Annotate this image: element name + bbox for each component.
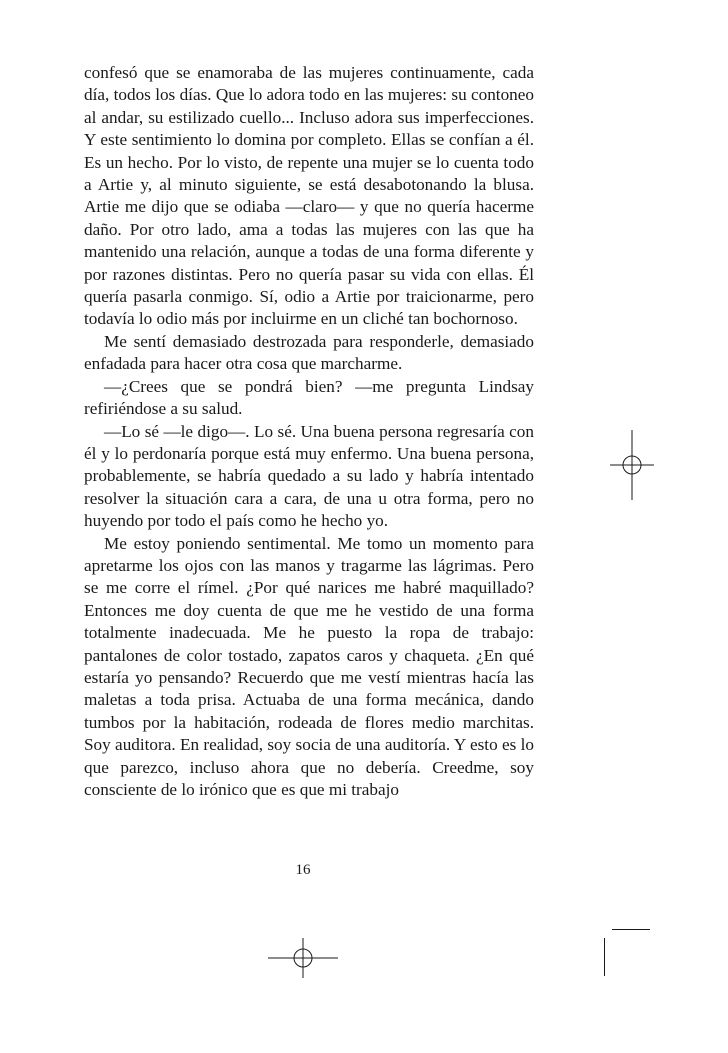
- registration-mark-icon: [610, 430, 654, 500]
- paragraph: confesó que se enamoraba de las mujeres continuamente, cada día, todos los días. Que lo adora todo en las mujeres: su contoneo al andar, su estilizado cuello... Incluso adora sus imperfecciones. Y este sentimiento lo domina por completo. Ellas se confían a él. Es un hecho. Por lo visto, de repente una mujer se lo cuenta todo a Artie y, al minuto siguiente, se está desabotonando la blusa. Artie me dijo que se odiaba —claro— y que no quería hacerme daño. Por otro lado, ama a todas las mujeres con las que ha mantenido una relación, aunque a todas de una forma diferente y por razones distintas. Pero no quería pasar su vida con ellas. Él quería pasarla conmigo. Sí, odio a Artie por traicionarme, pero todavía lo odio más por incluirme en un cliché tan bochornoso.: [84, 63, 534, 329]
- paragraph: —Lo sé —le digo—. Lo sé. Una buena persona regresaría con él y lo perdonaría porque está muy enfermo. Una buena persona, probablemente, se habría quedado a su lado y habría intentado resolver la situación cara a cara, de una u otra forma, pero no huyendo por todo el país como he hecho yo.: [84, 421, 534, 531]
- registration-mark-icon: [268, 938, 338, 978]
- crop-mark-horizontal: [612, 929, 650, 930]
- page-number: 16: [295, 862, 311, 878]
- paragraph: Me sentí demasiado destrozada para responderle, demasiado enfadada para hacer otra cosa que marcharme.: [84, 331, 534, 374]
- paragraph: —¿Crees que se pondrá bien? —me pregunta Lindsay refiriéndose a su salud.: [84, 376, 534, 419]
- paragraph: Me estoy poniendo sentimental. Me tomo un momento para apretarme los ojos con las manos y tragarme las lágrimas. Pero se me corre el rímel. ¿Por qué narices me habré maquillado? Entonces me doy cuenta de que me he vestido de una forma totalmente inadecuada. Me he puesto la ropa de trabajo: pantalones de color tostado, zapatos caros y chaqueta. ¿En qué estaría yo pensando? Recuerdo que me vestí mientras hacía las maletas a toda prisa. Actuaba de una forma mecánica, dando tumbos por la habitación, rodeada de flores medio marchitas. Soy auditora. En realidad, soy socia de una auditoría. Y esto es lo que parezco, incluso ahora que no debería. Creedme, soy consciente de lo irónico que es que mi trabajo: [84, 533, 534, 799]
- crop-mark-vertical: [604, 938, 605, 976]
- body-text: [84, 62, 534, 801]
